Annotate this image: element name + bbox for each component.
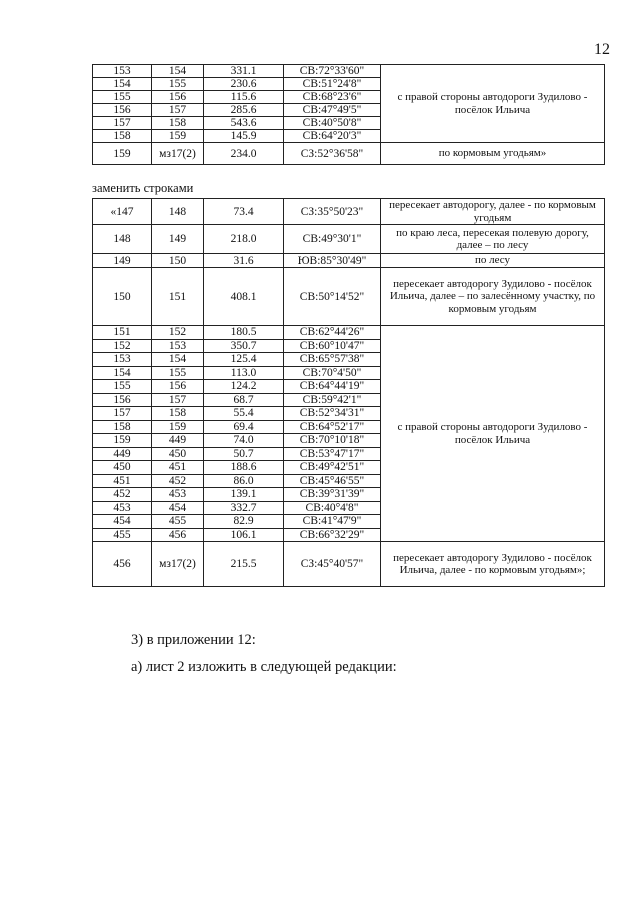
cell-from: 155 xyxy=(93,380,152,394)
cell-from: 159 xyxy=(93,143,152,165)
cell-to: 149 xyxy=(152,225,204,254)
cell-length: 188.6 xyxy=(204,461,284,475)
page-number: 12 xyxy=(594,41,610,58)
cell-length: 73.4 xyxy=(204,199,284,225)
cell-to: 154 xyxy=(152,353,204,367)
cell-to: мз17(2) xyxy=(152,542,204,587)
cell-to: 158 xyxy=(152,407,204,421)
cell-description: с правой стороны автодороги Зудилово - посёлок Ильича xyxy=(381,326,605,542)
cell-to: 455 xyxy=(152,515,204,529)
cell-to: 156 xyxy=(152,91,204,104)
cell-direction: СВ:53°47'17" xyxy=(284,447,381,461)
cell-from: 154 xyxy=(93,366,152,380)
cell-direction: СВ:64°20'3" xyxy=(284,130,381,143)
cell-to: 155 xyxy=(152,78,204,91)
cell-direction: СВ:40°4'8" xyxy=(284,501,381,515)
cell-length: 68.7 xyxy=(204,393,284,407)
cell-direction: СВ:39°31'39" xyxy=(284,488,381,502)
paragraph-appendix-12: 3) в приложении 12: xyxy=(131,632,256,648)
cell-direction: СВ:60°10'47" xyxy=(284,339,381,353)
cell-length: 215.5 xyxy=(204,542,284,587)
cell-length: 31.6 xyxy=(204,254,284,268)
cell-direction: СВ:64°52'17" xyxy=(284,420,381,434)
cell-from: 159 xyxy=(93,434,152,448)
cell-direction: СВ:49°42'51" xyxy=(284,461,381,475)
boundary-table-new xyxy=(92,198,605,587)
cell-from: 157 xyxy=(93,407,152,421)
cell-length: 124.2 xyxy=(204,380,284,394)
cell-direction: СЗ:45°40'57" xyxy=(284,542,381,587)
cell-direction: СВ:70°4'50" xyxy=(284,366,381,380)
cell-direction: СВ:72°33'60" xyxy=(284,65,381,78)
cell-from: 158 xyxy=(93,420,152,434)
cell-length: 69.4 xyxy=(204,420,284,434)
cell-length: 332.7 xyxy=(204,501,284,515)
cell-description: пересекает автодорогу, далее - по кормовым угодьям xyxy=(381,199,605,225)
cell-direction: СВ:68°23'6" xyxy=(284,91,381,104)
cell-length: 408.1 xyxy=(204,268,284,326)
cell-length: 543.6 xyxy=(204,117,284,130)
cell-to: 153 xyxy=(152,339,204,353)
table-row xyxy=(93,143,605,165)
cell-length: 50.7 xyxy=(204,447,284,461)
cell-direction: СЗ:35°50'23" xyxy=(284,199,381,225)
cell-direction: СВ:65°57'38" xyxy=(284,353,381,367)
cell-to: 159 xyxy=(152,420,204,434)
cell-to: 156 xyxy=(152,380,204,394)
cell-direction: СЗ:52°36'58" xyxy=(284,143,381,165)
cell-length: 180.5 xyxy=(204,326,284,340)
cell-to: 159 xyxy=(152,130,204,143)
cell-to: 450 xyxy=(152,447,204,461)
boundary-table-old xyxy=(92,64,605,165)
table-row xyxy=(93,268,605,326)
cell-from: 149 xyxy=(93,254,152,268)
cell-from: 155 xyxy=(93,91,152,104)
cell-from: 153 xyxy=(93,65,152,78)
cell-to: 456 xyxy=(152,528,204,542)
table-row xyxy=(93,199,605,225)
cell-length: 125.4 xyxy=(204,353,284,367)
cell-description: пересекает автодорогу Зудилово - посёлок Ильича, далее – по залесённому участку, по кормовым угодьям xyxy=(381,268,605,326)
cell-length: 86.0 xyxy=(204,474,284,488)
cell-length: 350.7 xyxy=(204,339,284,353)
cell-to: 150 xyxy=(152,254,204,268)
cell-direction: СВ:59°42'1" xyxy=(284,393,381,407)
cell-from: «147 xyxy=(93,199,152,225)
paragraph-sheet-2: а) лист 2 изложить в следующей редакции: xyxy=(131,659,397,675)
cell-description: по лесу xyxy=(381,254,605,268)
cell-length: 285.6 xyxy=(204,104,284,117)
cell-length: 82.9 xyxy=(204,515,284,529)
cell-direction: СВ:70°10'18" xyxy=(284,434,381,448)
cell-description: по краю леса, пересекая полевую дорогу, далее – по лесу xyxy=(381,225,605,254)
cell-direction: СВ:50°14'52" xyxy=(284,268,381,326)
cell-from: 148 xyxy=(93,225,152,254)
cell-length: 234.0 xyxy=(204,143,284,165)
cell-from: 453 xyxy=(93,501,152,515)
cell-from: 158 xyxy=(93,130,152,143)
cell-from: 150 xyxy=(93,268,152,326)
cell-to: мз17(2) xyxy=(152,143,204,165)
cell-description: по кормовым угодьям» xyxy=(381,143,605,165)
cell-from: 455 xyxy=(93,528,152,542)
cell-length: 113.0 xyxy=(204,366,284,380)
cell-length: 139.1 xyxy=(204,488,284,502)
cell-length: 55.4 xyxy=(204,407,284,421)
cell-direction: СВ:64°44'19" xyxy=(284,380,381,394)
cell-from: 450 xyxy=(93,461,152,475)
cell-direction: СВ:40°50'8" xyxy=(284,117,381,130)
cell-length: 230.6 xyxy=(204,78,284,91)
cell-from: 449 xyxy=(93,447,152,461)
cell-to: 155 xyxy=(152,366,204,380)
cell-to: 453 xyxy=(152,488,204,502)
cell-direction: СВ:49°30'1" xyxy=(284,225,381,254)
table-row xyxy=(93,542,605,587)
cell-to: 152 xyxy=(152,326,204,340)
cell-to: 452 xyxy=(152,474,204,488)
cell-to: 157 xyxy=(152,104,204,117)
cell-to: 449 xyxy=(152,434,204,448)
cell-direction: ЮВ:85°30'49" xyxy=(284,254,381,268)
cell-from: 452 xyxy=(93,488,152,502)
cell-length: 115.6 xyxy=(204,91,284,104)
cell-to: 154 xyxy=(152,65,204,78)
table-row xyxy=(93,65,605,78)
table-row xyxy=(93,326,605,340)
cell-direction: СВ:51°24'8" xyxy=(284,78,381,91)
cell-from: 157 xyxy=(93,117,152,130)
cell-from: 154 xyxy=(93,78,152,91)
cell-description: с правой стороны автодороги Зудилово - посёлок Ильича xyxy=(381,65,605,143)
cell-from: 151 xyxy=(93,326,152,340)
cell-length: 106.1 xyxy=(204,528,284,542)
cell-from: 156 xyxy=(93,104,152,117)
cell-direction: СВ:52°34'31" xyxy=(284,407,381,421)
cell-length: 145.9 xyxy=(204,130,284,143)
cell-from: 456 xyxy=(93,542,152,587)
cell-direction: СВ:45°46'55" xyxy=(284,474,381,488)
cell-from: 153 xyxy=(93,353,152,367)
cell-from: 152 xyxy=(93,339,152,353)
cell-to: 454 xyxy=(152,501,204,515)
replace-label: заменить строками xyxy=(92,181,194,195)
cell-to: 158 xyxy=(152,117,204,130)
cell-to: 151 xyxy=(152,268,204,326)
cell-direction: СВ:41°47'9" xyxy=(284,515,381,529)
cell-from: 454 xyxy=(93,515,152,529)
cell-length: 218.0 xyxy=(204,225,284,254)
table-row xyxy=(93,225,605,254)
cell-description: пересекает автодорогу Зудилово - посёлок Ильича, далее - по кормовым угодьям»; xyxy=(381,542,605,587)
cell-to: 148 xyxy=(152,199,204,225)
cell-direction: СВ:66°32'29" xyxy=(284,528,381,542)
cell-from: 156 xyxy=(93,393,152,407)
cell-from: 451 xyxy=(93,474,152,488)
table-row xyxy=(93,254,605,268)
cell-direction: СВ:62°44'26" xyxy=(284,326,381,340)
cell-length: 331.1 xyxy=(204,65,284,78)
cell-direction: СВ:47°49'5" xyxy=(284,104,381,117)
cell-to: 451 xyxy=(152,461,204,475)
cell-to: 157 xyxy=(152,393,204,407)
cell-length: 74.0 xyxy=(204,434,284,448)
